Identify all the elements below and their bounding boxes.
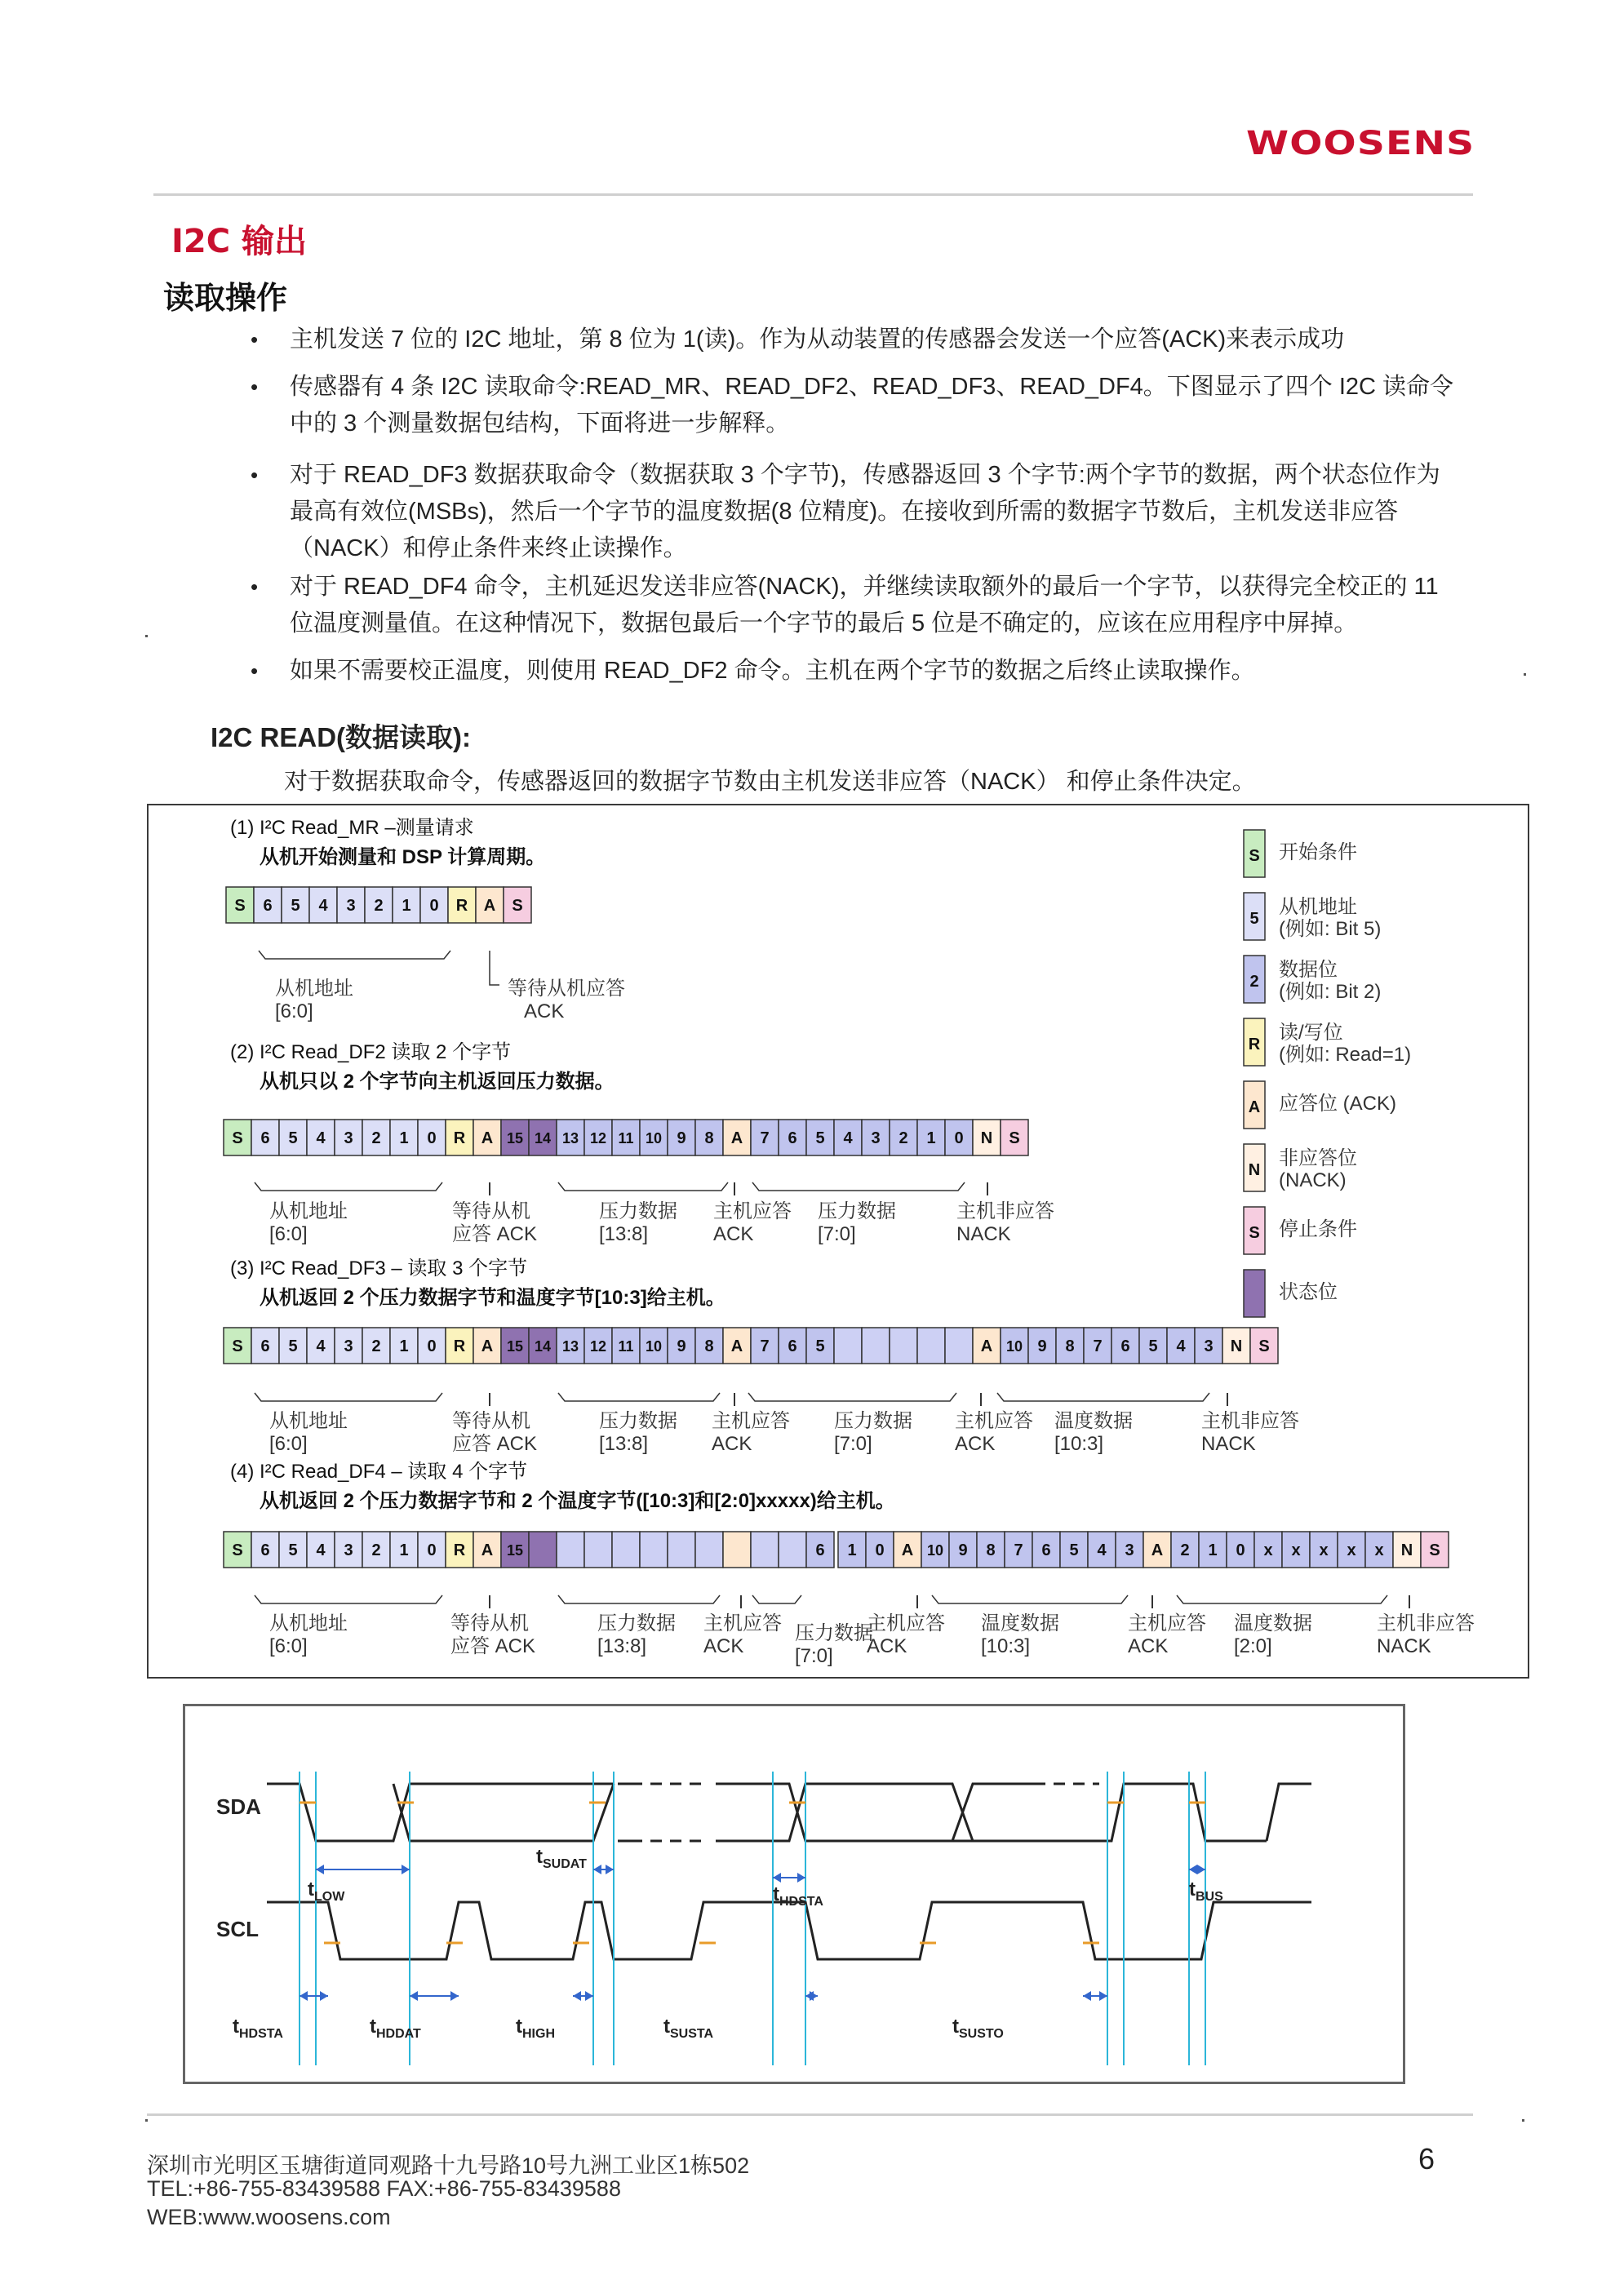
seq4-cell-label: 1 xyxy=(1208,1541,1218,1559)
seq4-cell-label: 10 xyxy=(926,1542,944,1559)
seq3-label: ACK xyxy=(712,1433,752,1455)
dimension-arrow xyxy=(797,1873,805,1883)
seq3-brace xyxy=(558,1393,720,1401)
seq4-cell-label: N xyxy=(1400,1541,1413,1559)
seq4-cell-label: 2 xyxy=(1180,1541,1190,1559)
seq2-cell-label: 11 xyxy=(618,1130,634,1146)
seq1-label: 从机地址 xyxy=(275,978,353,1000)
signal-label: SDA xyxy=(216,1794,261,1819)
sequence-title: (3) I²C Read_DF3 – 读取 3 个字节 xyxy=(230,1257,528,1280)
seq1-cell-label: R xyxy=(455,897,468,915)
legend-label: 开始条件 xyxy=(1279,841,1357,863)
legend-symbol: S xyxy=(1249,847,1260,865)
seq1-cell-label: 1 xyxy=(402,897,411,915)
seq4-cell-label: 6 xyxy=(260,1541,270,1559)
seq2-cell-label: 5 xyxy=(815,1129,825,1147)
seq2-brace xyxy=(558,1182,728,1191)
seq1-cell-label: 6 xyxy=(263,897,273,915)
dimension-arrow xyxy=(320,1991,328,2001)
seq1-cell-label: 0 xyxy=(429,897,439,915)
seq4-cell xyxy=(557,1532,584,1568)
dimension-arrow xyxy=(573,1991,581,2001)
seq3-cell-label: 11 xyxy=(618,1338,634,1355)
seq3-label: 温度数据 xyxy=(1054,1410,1133,1432)
seq4-label: 从机地址 xyxy=(269,1612,348,1634)
seq4-label: 温度数据 xyxy=(1234,1612,1312,1634)
seq2-cell-label: 1 xyxy=(926,1129,936,1147)
seq4-cell xyxy=(668,1532,695,1568)
seq4-brace xyxy=(932,1595,1128,1603)
scl-waveform xyxy=(267,1902,1311,1959)
seq2-label: 等待从机 xyxy=(452,1200,530,1222)
seq2-cell-label: 3 xyxy=(344,1129,353,1147)
sequence-subtitle: 从机返回 2 个压力数据字节和温度字节[10:3]给主机。 xyxy=(260,1287,725,1309)
seq2-cell-label: 4 xyxy=(316,1129,326,1147)
seq4-label: [10:3] xyxy=(981,1635,1031,1657)
seq2-cell-label: 9 xyxy=(677,1129,686,1147)
seq1-cell-label: 4 xyxy=(318,897,328,915)
seq4-label: 主机非应答 xyxy=(1377,1612,1475,1634)
seq4-label: 温度数据 xyxy=(981,1612,1059,1634)
seq3-cell-label: N xyxy=(1230,1337,1243,1355)
seq4-brace xyxy=(752,1595,801,1603)
seq3-label: [6:0] xyxy=(269,1433,308,1455)
sda-waveform xyxy=(650,1784,708,1841)
seq2-label: [13:8] xyxy=(599,1223,649,1245)
dimension-arrow xyxy=(773,1873,781,1883)
seq3-cell-label: 5 xyxy=(1148,1337,1158,1355)
seq2-cell-label: 2 xyxy=(371,1129,381,1147)
bullet-item: • 对于 READ_DF4 命令，主机延迟发送非应答(NACK)，并继续读取额外的最后一个字节，以获得完全校正的 11 位温度测量值。在这种情况下，数据包最后一个字节的最后 5 位是不确定的，应该在应用程序中屏掉。 xyxy=(290,569,1457,642)
dimension-arrow xyxy=(1099,1991,1107,2001)
legend-label: (例如: Read=1) xyxy=(1279,1044,1412,1066)
seq4-label: [7:0] xyxy=(795,1645,833,1667)
seq4-label: 主机应答 xyxy=(703,1612,782,1634)
seq3-cell-label: R xyxy=(453,1337,466,1355)
seq2-cell-label: 1 xyxy=(399,1129,409,1147)
seq3-cell-label: 10 xyxy=(645,1338,663,1355)
legend-label: 读/写位 xyxy=(1279,1022,1343,1044)
seq4-cell-label: A xyxy=(481,1541,494,1559)
seq4-cell-label: 5 xyxy=(1069,1541,1079,1559)
seq4-cell-label: x xyxy=(1374,1541,1384,1559)
seq2-cell-label: 0 xyxy=(954,1129,964,1147)
timing-label: $t_{HIGH}$ xyxy=(516,2016,555,2041)
dimension-arrow xyxy=(450,1991,459,2001)
seq2-label: 应答 ACK xyxy=(452,1223,538,1245)
seq4-cell-label: 7 xyxy=(1014,1541,1023,1559)
header-divider xyxy=(153,193,1473,196)
seq4-label: 等待从机 xyxy=(450,1612,529,1634)
seq3-cell-label: 4 xyxy=(1176,1337,1186,1355)
seq3-label: [7:0] xyxy=(834,1433,872,1455)
margin-mark xyxy=(145,2119,148,2122)
seq4-cell-label: 3 xyxy=(1125,1541,1134,1559)
legend-label: (NACK) xyxy=(1279,1169,1347,1191)
sda-waveform xyxy=(716,1784,887,1841)
seq3-cell-label: 9 xyxy=(1037,1337,1047,1355)
seq3-cell-label: 12 xyxy=(589,1338,607,1355)
dimension-arrow xyxy=(1083,1991,1091,2001)
seq4-label: [6:0] xyxy=(269,1635,308,1657)
seq3-label: 主机应答 xyxy=(712,1410,790,1432)
seq4-label: [13:8] xyxy=(597,1635,647,1657)
seq4-label: NACK xyxy=(1377,1635,1431,1657)
seq3-cell xyxy=(945,1328,973,1364)
dimension-arrow xyxy=(402,1865,410,1874)
dimension-arrow xyxy=(585,1991,593,2001)
seq2-cell-label: 0 xyxy=(427,1129,437,1147)
timing-label: $t_{SUSTA}$ xyxy=(663,2016,714,2041)
seq1-cell-label: S xyxy=(512,897,523,915)
seq2-label: 从机地址 xyxy=(269,1200,348,1222)
seq3-cell-label: S xyxy=(232,1337,243,1355)
margin-mark xyxy=(1524,673,1526,676)
seq3-cell-label: 9 xyxy=(677,1337,686,1355)
seq3-cell-label: 1 xyxy=(399,1337,409,1355)
seq4-cell-label: 1 xyxy=(847,1541,857,1559)
seq3-cell-label: S xyxy=(1258,1337,1270,1355)
seq2-cell-label: 2 xyxy=(899,1129,908,1147)
seq3-cell-label: 13 xyxy=(561,1338,579,1355)
seq4-cell xyxy=(612,1532,640,1568)
seq3-cell-label: 8 xyxy=(1065,1337,1075,1355)
seq4-cell xyxy=(529,1532,557,1568)
seq4-cell xyxy=(779,1532,806,1568)
seq2-cell-label: S xyxy=(232,1129,243,1147)
seq2-cell-label: 14 xyxy=(534,1130,552,1146)
seq4-label: 应答 ACK xyxy=(450,1635,536,1657)
seq1-label: ACK xyxy=(524,1000,565,1022)
footer-address: 深圳市光明区玉塘街道同观路十九号路10号九洲工业区1栋502 xyxy=(147,2153,750,2178)
seq4-label: [2:0] xyxy=(1234,1635,1272,1657)
seq1-cell-label: 5 xyxy=(291,897,300,915)
i2c-read-description: 对于数据获取命令，传感器返回的数据字节数由主机发送非应答（NACK） 和停止条件决定。 xyxy=(284,769,1256,795)
margin-mark xyxy=(1522,2119,1524,2122)
seq4-cell-label: 4 xyxy=(316,1541,326,1559)
seq2-cell-label: 8 xyxy=(704,1129,714,1147)
seq2-cell-label: 12 xyxy=(589,1130,607,1146)
seq2-label: ACK xyxy=(713,1223,754,1245)
seq1-label: 等待从机应答 xyxy=(508,978,625,1000)
seq3-cell-label: A xyxy=(481,1337,494,1355)
seq3-brace xyxy=(997,1393,1209,1401)
seq1-cell-label: 3 xyxy=(346,897,356,915)
seq3-brace xyxy=(255,1393,442,1401)
sda-waveform xyxy=(267,1784,614,1841)
sequence-subtitle: 从机返回 2 个压力数据字节和 2 个温度字节([10:3]和[2:0]xxxxx)给主机。 xyxy=(260,1490,895,1512)
seq4-cell-label: 5 xyxy=(288,1541,298,1559)
seq4-cell-label: x xyxy=(1291,1541,1301,1559)
seq4-brace xyxy=(558,1595,720,1603)
seq3-label: 压力数据 xyxy=(599,1410,677,1432)
sda-waveform xyxy=(1034,1784,1099,1841)
footer-phone: TEL:+86-755-83439588 FAX:+86-755-83439588 xyxy=(147,2176,621,2201)
seq1-label: [6:0] xyxy=(275,1000,313,1022)
packet-structure-svg xyxy=(149,805,1528,1677)
sequence-title: (1) I²C Read_MR –测量请求 xyxy=(230,817,474,839)
legend-symbol: S xyxy=(1249,1224,1260,1242)
dimension-arrow xyxy=(300,1991,308,2001)
timing-label: $t_{BUS}$ xyxy=(1189,1878,1223,1904)
legend-symbol: A xyxy=(1248,1098,1261,1116)
seq1-brace xyxy=(259,951,450,959)
seq2-cell-label: 15 xyxy=(506,1130,524,1146)
seq3-cell-label: 3 xyxy=(1204,1337,1214,1355)
seq3-cell-label: 8 xyxy=(704,1337,714,1355)
seq4-cell-label: A xyxy=(901,1541,914,1559)
dimension-arrow xyxy=(410,1991,418,2001)
seq2-cell-label: 6 xyxy=(260,1129,270,1147)
dimension-arrow xyxy=(1189,1865,1197,1874)
legend-label: 状态位 xyxy=(1279,1281,1338,1303)
legend-label: 应答位 (ACK) xyxy=(1279,1093,1396,1115)
seq3-cell-label: 5 xyxy=(815,1337,825,1355)
footer-divider xyxy=(147,2113,1473,2116)
seq2-cell-label: 7 xyxy=(760,1129,770,1147)
seq4-cell xyxy=(640,1532,668,1568)
timing-label: $t_{LOW}$ xyxy=(308,1878,345,1904)
seq4-cell xyxy=(695,1532,723,1568)
dimension-arrow xyxy=(1197,1865,1205,1874)
seq4-cell-label: 6 xyxy=(815,1541,825,1559)
seq2-label: 主机非应答 xyxy=(956,1200,1054,1222)
section-title: I2C 输出 xyxy=(171,223,307,260)
seq4-cell-label: 0 xyxy=(1236,1541,1245,1559)
margin-mark xyxy=(145,635,148,637)
legend-symbol: 5 xyxy=(1249,910,1259,928)
seq3-label: 压力数据 xyxy=(834,1410,912,1432)
legend-symbol: 2 xyxy=(1249,973,1259,991)
brand-logo: WOOSENS xyxy=(1246,125,1475,162)
seq3-cell-label: 6 xyxy=(260,1337,270,1355)
seq3-cell-label: 14 xyxy=(534,1338,552,1355)
seq3-label: 应答 ACK xyxy=(452,1433,538,1455)
seq2-label: 主机应答 xyxy=(713,1200,792,1222)
seq3-cell xyxy=(917,1328,945,1364)
sda-waveform xyxy=(618,1784,642,1841)
timing-label: $t_{HDSTA}$ xyxy=(773,1883,823,1909)
legend-label: (例如: Bit 2) xyxy=(1279,981,1382,1003)
seq4-cell-label: 8 xyxy=(986,1541,996,1559)
seq4-brace xyxy=(255,1595,442,1603)
seq4-cell-label: 1 xyxy=(399,1541,409,1559)
seq3-cell-label: 5 xyxy=(288,1337,298,1355)
dimension-arrow xyxy=(316,1865,324,1874)
seq1-cell-label: 2 xyxy=(374,897,384,915)
seq3-label: ACK xyxy=(955,1433,996,1455)
sequence-title: (2) I²C Read_DF2 读取 2 个字节 xyxy=(230,1041,512,1063)
seq3-cell-label: 0 xyxy=(427,1337,437,1355)
seq4-cell-label: 2 xyxy=(371,1541,381,1559)
seq3-label: 主机非应答 xyxy=(1201,1410,1299,1432)
legend-label: 从机地址 xyxy=(1279,896,1357,918)
seq3-label: 等待从机 xyxy=(452,1410,530,1432)
legend-label: (例如: Bit 5) xyxy=(1279,918,1382,940)
seq4-cell-label: 9 xyxy=(958,1541,968,1559)
seq2-brace xyxy=(255,1182,442,1191)
seq1-cell-label: S xyxy=(234,897,246,915)
seq2-cell-label: R xyxy=(453,1129,466,1147)
seq4-cell-label: x xyxy=(1319,1541,1329,1559)
bullet-item: • 传感器有 4 条 I2C 读取命令:READ_MR、READ_DF2、READ_DF3、READ_DF4。下图显示了四个 I2C 读命令中的 3 个测量数据包结构，下面将进一步解释。 xyxy=(290,369,1457,442)
seq4-cell-label: S xyxy=(232,1541,243,1559)
i2c-timing-diagram xyxy=(183,1704,1405,2084)
seq3-cell-label: A xyxy=(730,1337,743,1355)
seq1-bracket xyxy=(490,951,499,985)
sequence-title: (4) I²C Read_DF4 – 读取 4 个字节 xyxy=(230,1461,528,1483)
seq3-cell-label: 10 xyxy=(1005,1338,1023,1355)
seq2-label: [7:0] xyxy=(818,1223,856,1245)
section-subtitle: 读取操作 xyxy=(163,280,288,316)
seq2-cell-label: 10 xyxy=(645,1130,663,1146)
legend-symbol: R xyxy=(1248,1036,1261,1053)
seq3-cell-label: 7 xyxy=(760,1337,770,1355)
page-number: 6 xyxy=(1418,2142,1435,2175)
seq3-cell-label: 2 xyxy=(371,1337,381,1355)
seq3-label: [13:8] xyxy=(599,1433,649,1455)
seq2-label: NACK xyxy=(956,1223,1011,1245)
timing-label: $t_{HDSTA}$ xyxy=(233,2016,283,2041)
seq4-cell-label: 6 xyxy=(1041,1541,1051,1559)
seq2-brace xyxy=(752,1182,965,1191)
seq3-cell xyxy=(890,1328,917,1364)
legend-label: 非应答位 xyxy=(1279,1147,1357,1169)
seq3-cell-label: 4 xyxy=(316,1337,326,1355)
timing-svg xyxy=(185,1706,1403,2082)
legend-swatch xyxy=(1244,1270,1265,1317)
dimension-arrow xyxy=(593,1865,601,1874)
timing-label: $t_{HDDAT}$ xyxy=(370,2016,421,2041)
seq3-label: 主机应答 xyxy=(955,1410,1033,1432)
seq2-cell-label: 6 xyxy=(788,1129,797,1147)
seq3-label: [10:3] xyxy=(1054,1433,1104,1455)
seq3-cell-label: 6 xyxy=(788,1337,797,1355)
seq4-cell-label: S xyxy=(1429,1541,1440,1559)
seq3-cell-label: A xyxy=(980,1337,993,1355)
seq2-cell-label: A xyxy=(730,1129,743,1147)
seq2-cell-label: 4 xyxy=(843,1129,853,1147)
dimension-arrow xyxy=(606,1865,614,1874)
seq4-label: ACK xyxy=(703,1635,744,1657)
seq3-cell xyxy=(862,1328,890,1364)
seq4-cell-label: 15 xyxy=(506,1542,524,1559)
seq2-cell-label: A xyxy=(481,1129,494,1147)
seq4-cell-label: 3 xyxy=(344,1541,353,1559)
seq4-cell-label: x xyxy=(1347,1541,1356,1559)
seq1-cell-label: A xyxy=(483,897,496,915)
sda-waveform xyxy=(1267,1784,1311,1841)
bullet-item: • 主机发送 7 位的 I2C 地址，第 8 位为 1(读)。作为从动装置的传感器会发送一个应答(ACK)来表示成功 xyxy=(290,322,1457,358)
seq4-cell-label: 0 xyxy=(427,1541,437,1559)
sda-waveform xyxy=(887,1784,1034,1841)
seq3-cell-label: 3 xyxy=(344,1337,353,1355)
timing-label: $t_{SUSTO}$ xyxy=(952,2016,1004,2041)
seq2-cell-label: N xyxy=(980,1129,993,1147)
seq2-cell-label: 13 xyxy=(561,1130,579,1146)
seq4-brace xyxy=(1177,1595,1387,1603)
legend-label: 停止条件 xyxy=(1279,1218,1357,1240)
seq3-cell-label: 15 xyxy=(506,1338,524,1355)
seq4-cell-label: x xyxy=(1263,1541,1273,1559)
seq2-cell-label: 3 xyxy=(871,1129,881,1147)
seq4-label: ACK xyxy=(867,1635,907,1657)
timing-label: $t_{SUDAT}$ xyxy=(536,1846,587,1871)
seq3-brace xyxy=(748,1393,956,1401)
seq4-label: 压力数据 xyxy=(795,1622,873,1644)
seq3-cell xyxy=(834,1328,862,1364)
seq2-cell-label: S xyxy=(1009,1129,1020,1147)
seq4-cell-label: 4 xyxy=(1097,1541,1107,1559)
packet-structure-diagram xyxy=(147,804,1529,1679)
seq4-cell-label: R xyxy=(453,1541,466,1559)
seq4-cell xyxy=(584,1532,612,1568)
footer-web: WEB:www.woosens.com xyxy=(147,2205,391,2229)
seq4-cell xyxy=(723,1532,751,1568)
seq2-label: 压力数据 xyxy=(818,1200,896,1222)
legend-symbol: N xyxy=(1248,1161,1261,1179)
signal-label: SCL xyxy=(216,1917,259,1941)
seq4-cell-label: 0 xyxy=(875,1541,885,1559)
seq4-cell xyxy=(751,1532,779,1568)
bullet-item: • 对于 READ_DF3 数据获取命令（数据获取 3 个字节)，传感器返回 3 个字节:两个字节的数据，两个状态位作为最高有效位(MSBs)，然后一个字节的温度数据(8 位精度)。在接收到所需的数据字节数后，主机发送非应答（NACK）和停止条件来终止读操作。 xyxy=(290,457,1457,567)
seq3-label: NACK xyxy=(1201,1433,1256,1455)
bullet-item: • 如果不需要校正温度，则使用 READ_DF2 命令。主机在两个字节的数据之后终止读取操作。 xyxy=(290,653,1457,690)
seq3-cell-label: 6 xyxy=(1120,1337,1130,1355)
seq2-label: [6:0] xyxy=(269,1223,308,1245)
seq4-label: 主机应答 xyxy=(1128,1612,1206,1634)
legend-label: 数据位 xyxy=(1279,959,1338,981)
sequence-subtitle: 从机只以 2 个字节向主机返回压力数据。 xyxy=(260,1071,615,1093)
seq4-label: ACK xyxy=(1128,1635,1169,1657)
seq3-label: 从机地址 xyxy=(269,1410,348,1432)
seq4-label: 压力数据 xyxy=(597,1612,676,1634)
seq3-cell-label: 7 xyxy=(1093,1337,1103,1355)
seq4-cell-label: A xyxy=(1151,1541,1164,1559)
seq2-label: 压力数据 xyxy=(599,1200,677,1222)
i2c-read-title: I2C READ(数据读取): xyxy=(211,722,471,752)
sda-waveform xyxy=(393,1784,614,1841)
seq4-label: 主机应答 xyxy=(867,1612,945,1634)
sequence-subtitle: 从机开始测量和 DSP 计算周期。 xyxy=(260,846,546,868)
seq2-cell-label: 5 xyxy=(288,1129,298,1147)
